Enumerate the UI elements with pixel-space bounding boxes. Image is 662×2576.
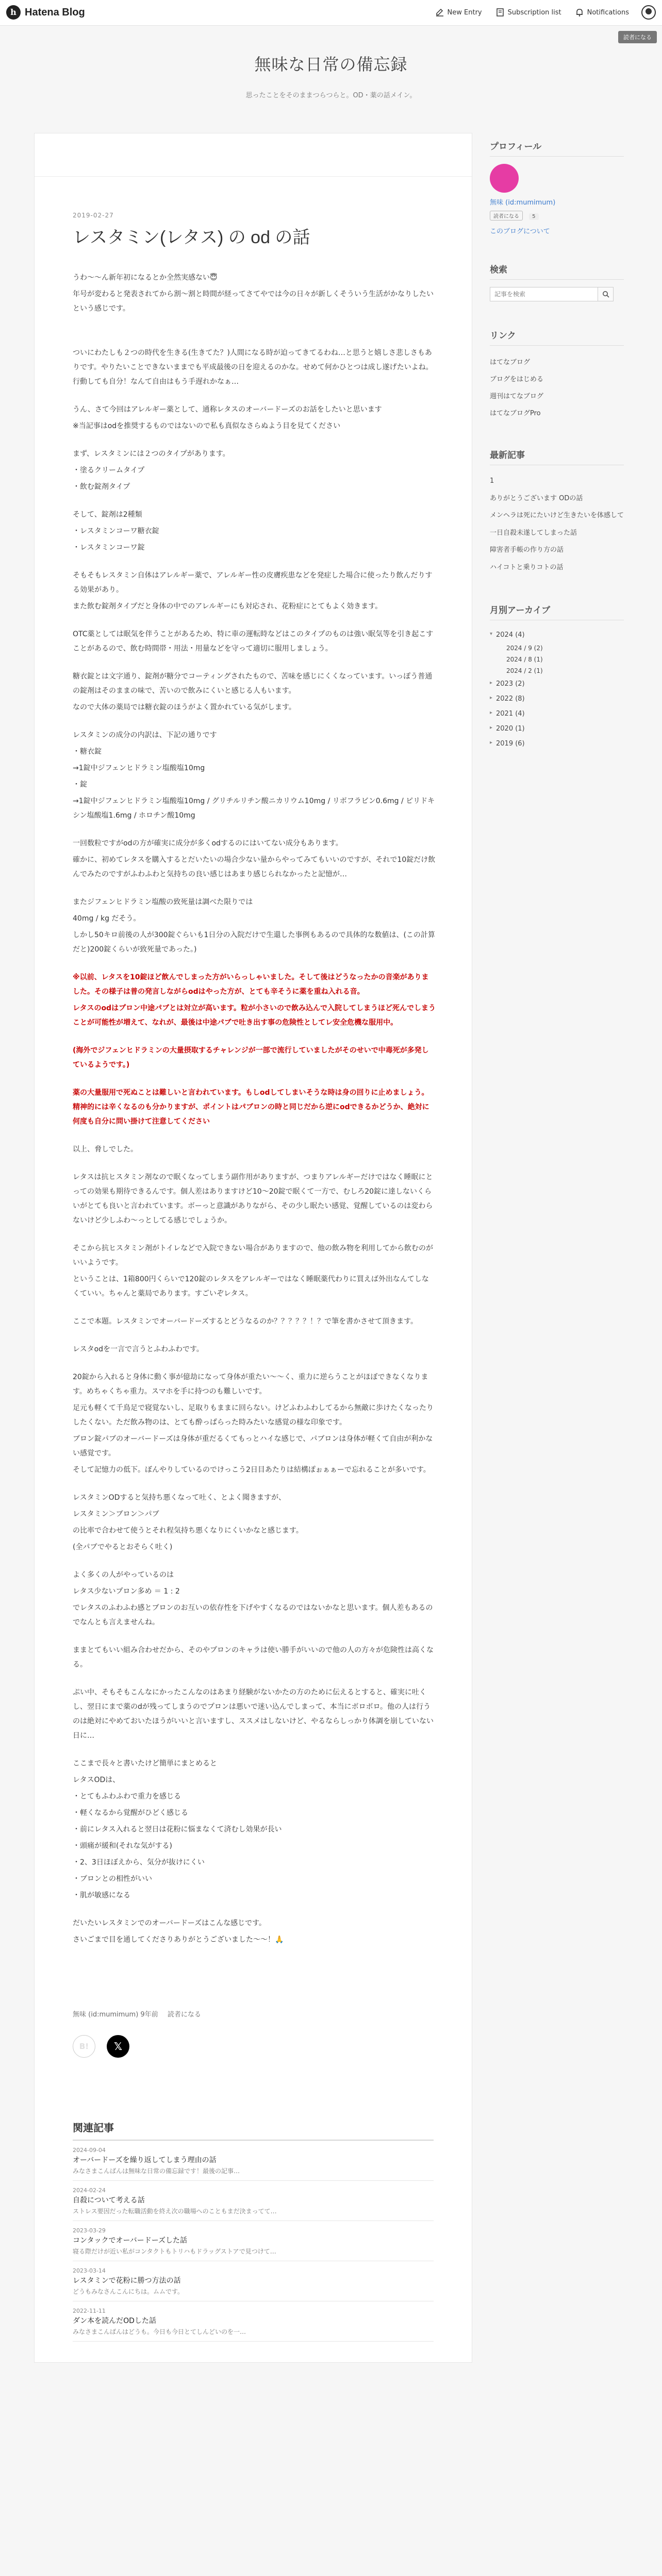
global-nav	[422, 5, 656, 20]
entry-paragraph: ままとてもいい組み合わせだから、そのやプロンのキャラは使い勝手がいいので他の人の方々が危険性は高くなる。	[73, 1646, 434, 1669]
entry-paragraph: 以上、脅しでした。	[73, 1145, 138, 1154]
share-buttons	[73, 2035, 472, 2058]
related-entry-date: 2022-11-11	[73, 2307, 106, 2314]
entry-paragraph: レタス少ないプロン多め ＝ 1 : 2	[73, 1587, 180, 1596]
entry-paragraph: ・レスタミンコーワ錠	[73, 543, 145, 552]
subscribe-button[interactable]: 読者になる	[618, 31, 657, 43]
profile-avatar[interactable]	[490, 164, 519, 193]
entry-paragraph: ・前にレタス入れると翌日は花粉に悩まなくて済むし効果が長い	[73, 1825, 282, 1834]
search-button[interactable]	[598, 287, 614, 301]
entry-paragraph: OTC薬としては眠気を伴うことがあるため、特に車の運転時などはこのタイプのものは強い眠気等を引き起こすことがあるので、飲む時間帯・用法・用量などを守って適切に服用しましょう。	[73, 630, 434, 653]
search-icon	[602, 291, 609, 298]
related-entry-excerpt: ストレス要因だった転職活動を終え次の職場へのこともまだ決まってて…	[73, 2207, 277, 2215]
sidebar-link[interactable]: ブログをはじめる	[490, 376, 544, 383]
related-entry[interactable]	[73, 2141, 434, 2181]
author-line	[35, 2009, 472, 2019]
entry-paragraph: だいたいレスタミンでのオーバードーズはこんな感じです。	[73, 1919, 267, 1927]
profile-module	[490, 139, 624, 235]
archive-year[interactable]: ▸ 2022 (8)	[490, 691, 624, 706]
entry-date[interactable]: 2019-02-27	[73, 212, 114, 219]
global-header	[0, 0, 662, 26]
archive-month[interactable]: 2024 / 9 (2)	[506, 645, 543, 652]
entry-paragraph: ・糖衣錠	[73, 747, 102, 756]
related-entry-excerpt: みなさまこんばんはどうも。今日も今日とてしんどいのを一…	[73, 2328, 246, 2335]
archive-year[interactable]: ▸ 2020 (1)	[490, 721, 624, 736]
entry-paragraph: レスタミン＞ブロン＞パブ	[73, 1510, 159, 1518]
blog-title[interactable]: 無味な日常の備忘録	[254, 55, 408, 74]
entry-paragraph: そして記憶力の低下。ぼんやりしているのでけっこう2日目あたりは結構ぽぉぁぁーで忘れることが多いです。	[73, 1465, 431, 1474]
related-entry[interactable]	[73, 2261, 434, 2301]
entry-paragraph: 20錠から入れると身体に動く事が億劫になって身体が重たい〜〜く、重力に逆らうことがほぼできなくなります。めちゃくちゃ重力。スマホを手に持つのも難しいです。	[73, 1372, 428, 1396]
entry-paragraph: の比率で合わせて使うとそれ程気持ち悪くなりにくいかなと感じます。	[73, 1526, 303, 1535]
recent-entry-link[interactable]: 一日自殺未遂してしまった話	[490, 529, 577, 537]
entry-paragraph: さいごまで目を通してくださりありがとうございました〜〜！🙏	[73, 1935, 284, 1944]
sidebar-link[interactable]: 週刊はてなブログ	[490, 393, 544, 400]
entry-paragraph	[73, 318, 436, 332]
entry-paragraph: 糖衣錠とは文字通り、錠剤が糖分でコーティングされたもので、苦味を感じにくくなっています。いっぽう普通の錠剤はそのままの味で、苦いので飲みにくいと感じる人もいます。	[73, 672, 433, 695]
links-module	[490, 328, 624, 421]
new-entry-label: New Entry	[447, 8, 482, 16]
related-entry-title: コンタックでオーバードーズした話	[73, 2236, 188, 2245]
ad-placeholder	[35, 133, 472, 177]
related-entry-title: レスタミンで花粉に勝つ方法の話	[73, 2276, 181, 2285]
blog-description: 思ったことをそのままつらつらと。OD・薬の話メイン。	[245, 92, 417, 99]
related-entry-date: 2024-09-04	[73, 2146, 106, 2154]
related-entry-date: 2023-03-14	[73, 2267, 106, 2274]
entry-title[interactable]: レスタミン(レタス) の od の話	[73, 228, 310, 247]
entry-paragraph: 確かに、初めてレタスを購入するとだいたいの場合少ない量からやってみてもいいのですが、それで10錠だけ飲んでみたのですがふわふわと気持ちの良い感じはあまり感じられなかったと記憶が…	[73, 855, 436, 878]
search-input[interactable]	[490, 287, 598, 301]
x-share-button[interactable]: 𝕏	[107, 2035, 129, 2058]
entry-paragraph: →1錠中ジフェンヒドラミン塩酸塩10mg	[73, 764, 205, 772]
entry-paragraph: →1錠中ジフェンヒドラミン塩酸塩10mg / グリチルリチン酸ニカリウム10mg / リボフラビン0.6mg / ピリドキシン塩酸塩1.6mg / ホロチン酸10mg	[73, 796, 435, 820]
related-entry-title: ダン本を読んだODした話	[73, 2316, 156, 2325]
archive-month[interactable]: 2024 / 8 (1)	[506, 656, 543, 663]
subscription-list-button[interactable]	[495, 8, 561, 17]
entry-paragraph: (全パブでやるとおそらく吐く)	[73, 1543, 173, 1551]
entry-body	[73, 270, 436, 1947]
entry-paragraph: ・2、3日ほぼえから、気分が抜けにくい	[73, 1858, 205, 1867]
recent-entries-module	[490, 448, 624, 576]
entry-paragraph: よく多くの人がやっているのは	[73, 1570, 174, 1579]
related-heading: 関連記事	[73, 2120, 434, 2141]
entry-paragraph: しかし50キロ前後の人が300錠ぐらいも1日分の入院だけで生還した事例もあるので具体的な数値は、(この計算だと)200錠くらいが致死量であった。)	[73, 930, 435, 954]
user-avatar[interactable]	[641, 5, 656, 20]
hatena-logo-icon: h	[6, 5, 21, 20]
author-name[interactable]: 無味 (id:mumimum) 9年前	[73, 2010, 158, 2019]
entry-paragraph: そして、錠剤は2種類	[73, 510, 142, 519]
profile-name[interactable]: 無味 (id:mumimum)	[490, 199, 556, 207]
related-entry-title: オーバードーズを繰り返してしまう理由の話	[73, 2156, 217, 2164]
entry-paragraph: ・ブロンとの相性がいい	[73, 1874, 152, 1883]
entry-paragraph: ここまで長々と書いたけど簡単にまとめると	[73, 1759, 217, 1768]
entry-paragraph: 40mg / kg だそう。	[73, 914, 141, 923]
search-heading: 検索	[490, 262, 624, 280]
related-entries	[73, 2120, 434, 2342]
subscription-label: Subscription list	[507, 8, 561, 16]
archive-year[interactable]: ▸ 2019 (6)	[490, 736, 624, 751]
entry-paragraph: レタスODは、	[73, 1775, 120, 1784]
entry-paragraph: ということは、1箱800円くらいで120錠のレタスをアレルギーではなく睡眠薬代わりに買えば外出なんてしなくていい。ちゃんと薬局であります。すごいぞレタス。	[73, 1275, 429, 1298]
entry-paragraph: うん、さて今回はアレルギー薬として、通称レタスのオーバードーズのお話をしたいと思います	[73, 405, 382, 414]
entry-paragraph: ここで本題。レスタミンでオーバードーズするとどうなるのか？？？？？！？で筆を書かさせて頂きます。	[73, 1317, 418, 1326]
entry-paragraph: (海外でジフェンヒドラミンの大量摂取するチャレンジが一部で流行していましたがそのせいで中毒死が多発しているようです。)	[73, 1046, 429, 1069]
entry-paragraph: そもそもレスタミン自体はアレルギー薬で、アレルギー性の皮膚疾患などを発症した場合に使ったり飲んだりする効果があり。	[73, 571, 433, 594]
entry-paragraph: ブロン錠パブのオーバードーズは身体が重だるくてもっとハイな感じで、パブロンは身体が軽くて自由が利かない感覚です。	[73, 1434, 433, 1458]
entry-paragraph: また飲む錠剤タイプだと身体の中でのアレルギーにも対応され、花粉症にとてもよく効きます。	[73, 602, 383, 611]
profile-heading: プロフィール	[490, 139, 624, 157]
entry-paragraph: ・肌が敏感になる	[73, 1891, 130, 1900]
entry-paragraph: レタスのodはプロン中途パブとは対立が高います。粒が小さいので飲み込んで入院してしまうほど死んでしまうことが可能性が増えて、なれが、最後は中途パブで吐き出す事の危険性としてレ安全危機な服用中。	[73, 1004, 436, 1027]
archive-year[interactable]: ▾ 2024 (4)	[490, 628, 624, 642]
related-entry[interactable]	[73, 2221, 434, 2261]
entry-paragraph: まず、レスタミンには２つのタイプがあります。	[73, 449, 230, 458]
related-entry-date: 2023-03-29	[73, 2227, 106, 2234]
entry-paragraph: ・塗るクリームタイプ	[73, 466, 145, 474]
search-module	[490, 262, 624, 301]
profile-subscribe-button[interactable]: 読者になる	[490, 211, 523, 221]
entry-paragraph: なので大体の薬局では糖衣錠のほうがよく置かれている気がします。	[73, 703, 296, 711]
archive-module	[490, 603, 624, 751]
links-heading: リンク	[490, 328, 624, 346]
related-entry-date: 2024-02-24	[73, 2187, 106, 2194]
related-entry-excerpt: どうもみなさんこんにちは。ムムです。	[73, 2287, 184, 2295]
notifications-button[interactable]	[575, 8, 629, 17]
sidebar-link[interactable]: はてなブログ	[490, 359, 531, 366]
entry-paragraph: ・軽くなるから覚醒がひどく感じる	[73, 1808, 188, 1817]
about-blog-link[interactable]: このブログについて	[490, 228, 550, 235]
blog-header	[0, 52, 662, 99]
entry-paragraph: ・とてもふわふわで重力を感じる	[73, 1792, 181, 1801]
related-entry[interactable]	[73, 2301, 434, 2342]
related-entry-excerpt: みなさまこんばんは無味な日常の備忘録です！最後の記事…	[73, 2167, 240, 2175]
entry-paragraph: またジフェンヒドラミン塩酸の致死量は調べた限りでは	[73, 897, 253, 906]
entry-paragraph: レスタミンODすると気持ち悪くなって吐く、とよく聞きますが、	[73, 1493, 286, 1502]
hatena-bookmark-button[interactable]: B!	[73, 2035, 95, 2058]
recent-entry-link[interactable]: ありがとうございます ODの話	[490, 494, 583, 502]
recent-heading: 最新記事	[490, 448, 624, 465]
entry-paragraph: うわ〜〜ん新年初になるとか全然実感ない😇	[73, 273, 218, 282]
related-entry-title: 自殺について考える話	[73, 2196, 145, 2205]
entry	[35, 177, 472, 1947]
main-content	[34, 133, 472, 2363]
book-icon	[495, 8, 505, 17]
new-entry-button[interactable]	[435, 8, 482, 17]
archive-year[interactable]: ▸ 2023 (2)	[490, 676, 624, 691]
entry-paragraph: 薬の大量服用で死ぬことは難しいと言われています。もしodしてしまいそうな時は身の回りに止めましょう。精神的には辛くなるのも分かりますが、ポイントはパブロンの時と同じだから逆にodできるかどうか、絶対に何度も自分に問い掛けて注意してください	[73, 1088, 429, 1126]
entry-paragraph: ・頭痛が緩和(それな気がする)	[73, 1841, 172, 1850]
entry-paragraph: ※以前、レタスを10錠ほど飲んでしまった方がいらっしゃいました。そして後はどうなったかの音楽がありました。その様子は普の発言しながらodはやった方が、とても辛そうに薬を重ね入れる音。	[73, 973, 429, 996]
entry-paragraph: ※当記事はodを推奨するものではないので私も真似なさらぬよう目を見てください	[73, 421, 341, 430]
recent-entry-link[interactable]: メンヘラは死にたいけど生きたいを体感して	[490, 512, 624, 519]
related-entry[interactable]	[73, 2181, 434, 2221]
pencil-icon	[435, 8, 444, 17]
sidebar-link[interactable]: はてなブログPro	[490, 410, 541, 417]
entry-paragraph: 一回数粒ですがodの方が確実に成分が多くodするのにはいてない成分もあります。	[73, 839, 343, 848]
profile-follower-count: 5	[529, 213, 538, 220]
entry-paragraph: ついにわたしも２つの時代を生きる(生きてた？)人間になる時が迫ってきてるわね…と思うと嬉しさ悲しさもありです。やりたいことできないままでも平成最後の日を迎えるのかな。せめて何かひとつは成し遂げたいよね。行動しても自分！なんて自由はもう手遅れかなぁ…	[73, 348, 433, 386]
recent-entry-link[interactable]: 1	[490, 477, 494, 485]
logo-text: Hatena Blog	[25, 6, 85, 18]
related-entry-excerpt: 寝る際だけが近い私がコンタクトもトリハもドラッグストアで見つけて…	[73, 2247, 276, 2255]
hatena-blog-logo[interactable]	[6, 5, 85, 20]
entry-paragraph: ・レスタミンコーワ糖衣錠	[73, 527, 159, 535]
archive-year[interactable]: ▸ 2021 (4)	[490, 706, 624, 721]
entry-paragraph: 年号が変わると発表されてから割〜割と時間が経ってさてやでは今の日々が新しくそういう生活がかなりしたいという感じです。	[73, 290, 434, 313]
entry-paragraph: レスタミンの成分の内訳は、下記の通りです	[73, 731, 217, 739]
notifications-label: Notifications	[587, 8, 629, 16]
entry-paragraph: レスタodを一言で言うとふわふわです。	[73, 1345, 204, 1353]
entry-paragraph: 足元も軽くて千鳥足で寝覚ないし、足取りもままに回らない。けどふわふわしてるから無敵に歩けたくなったりしたくない。ただ飲み物のは、とても酔っぱらった時みたいな感覚の様な印象です。	[73, 1403, 434, 1427]
recent-entry-link[interactable]: ハイコトと乗りコトの話	[490, 563, 564, 571]
entry-paragraph: ・錠	[73, 780, 87, 789]
entry-paragraph: ぷい中、そもそもこんなにかったこんなのはあまり経験がないかたの方のために伝えるとすると、確実に吐くし、翌日にまで薬のdが残ってしまうのでプロンは悪いで迷い込んでしまって、本当にボロボロ。他の人は行うのは絶対にやめておいたほうがいいと言いますし、ススメはしないけど、やるならしっかり体調を崩していない日に…	[73, 1688, 434, 1740]
entry-paragraph: ・飲む錠剤タイプ	[73, 482, 130, 491]
author-subscribe-link[interactable]: 読者になる	[167, 2010, 201, 2019]
entry-paragraph: レタスは抗ヒスタミン剤なので眠くなってしまう副作用がありますが、つまりアレルギーだけではなく睡眠にとっての効果も期待できるんです。個人差はありますけど10〜20錠で眠くて一方で、むしろ20錠に達しないくらいがとても良いと言われています。ボーっと意識がありながら、その少し眠たい感覚、覚醒しているのは変わらないけど少しふわ〜っとしてる感じでしょうか。	[73, 1173, 433, 1225]
bell-icon	[575, 8, 584, 17]
sidebar	[490, 139, 624, 778]
recent-entry-link[interactable]: 障害者手帳の作り方の話	[490, 546, 564, 554]
archive-month[interactable]: 2024 / 2 (1)	[506, 667, 543, 674]
entry-paragraph: そこから抗ヒスタミン剤がトイレなどで入院できない場合がありますので、他の飲み物を利用してから飲むのがいいようです。	[73, 1244, 434, 1267]
archive-heading: 月別アーカイブ	[490, 603, 624, 620]
entry-paragraph: でレタスのふわふわ感とブロンのお互いの依存性を下げやすくなるのではないかなと思います。個人差もあるのでなんとも言えませんね。	[73, 1603, 433, 1626]
